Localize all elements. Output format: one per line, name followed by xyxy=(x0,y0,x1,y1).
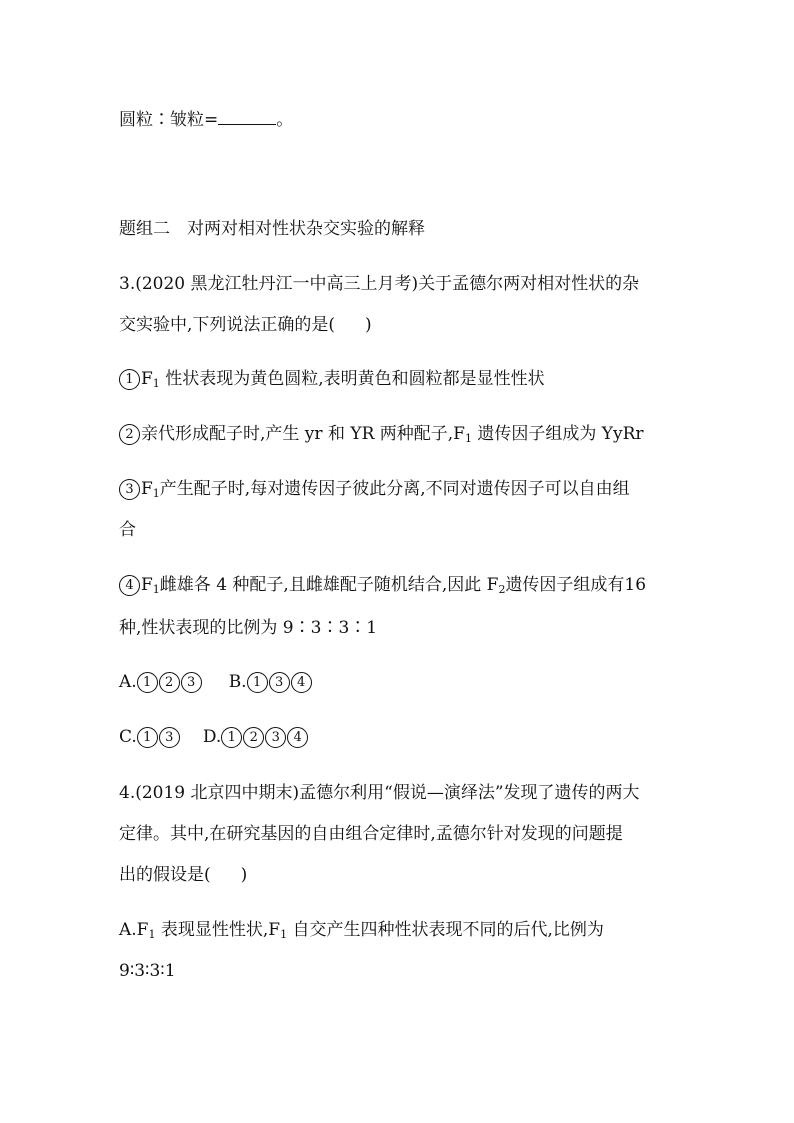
answer-blank[interactable] xyxy=(218,108,276,125)
circled-number: 3 xyxy=(119,479,140,500)
q4-option-a-cont: 9∶3∶3∶1 xyxy=(119,961,176,981)
circled-number: 2 xyxy=(119,424,140,445)
q3-stem-line1: 3.(2020 黑龙江牡丹江一中高三上月考)关于孟德尔两对相对性状的杂 xyxy=(119,274,640,294)
option-c[interactable]: C. 1 3 xyxy=(119,727,181,747)
q3-statement-1: 1 $F_1$ 性状表现为黄色圆粒,表明黄色和圆粒都是显性性状 xyxy=(119,368,545,390)
option-b[interactable]: B. 1 3 4 xyxy=(229,672,313,692)
circled-number: 4 xyxy=(119,575,140,596)
q3-statement-4-cont: 种,性状表现的比例为 9∶3∶3∶1 xyxy=(119,618,378,638)
q3-stem-line2 xyxy=(119,314,372,336)
q4-stem-line2: 定律。其中,在研究基因的自由组合定律时,孟德尔针对发现的问题提 xyxy=(119,824,623,844)
option-a[interactable]: A. 1 2 3 xyxy=(119,672,203,692)
q4-option-a[interactable]: $A.F_1$ 表现显性性状$,F_1$ 自交产生四种性状表现不同的后代,比例为 xyxy=(119,920,604,941)
circled-number: 1 xyxy=(119,369,140,390)
q3-statement-4: 4 $F_1$雌雄各 4 种配子,且雌雄配子随机结合,因此 $F_2$遗传因子组成有16 xyxy=(119,574,646,596)
option-d[interactable]: D. 1 2 3 4 xyxy=(203,727,309,747)
q4-stem-line3: 出的假设是( ) xyxy=(119,865,248,885)
q3-statement-3: 3 $F_1$产生配子时,每对遗传因子彼此分离,不同对遗传因子可以自由组 xyxy=(119,478,630,500)
q4-stem-line1: 4.(2019 北京四中期末)孟德尔利用“假说—演绎法”发现了遗传的两大 xyxy=(119,783,640,803)
ratio-line xyxy=(119,108,293,131)
q3-stem-text: 交实验中,下列说法正确的是( xyxy=(119,315,336,335)
ratio-prefix: 圆粒∶皱粒= xyxy=(119,110,219,130)
group-title: 题组二 对两对相对性状杂交实验的解释 xyxy=(119,219,425,239)
q3-options-ab xyxy=(119,671,313,693)
q3-close-paren: ) xyxy=(365,315,372,335)
q3-statement-3-cont: 合 xyxy=(119,520,136,540)
ratio-suffix: 。 xyxy=(276,110,294,130)
q3-statement-2: 2 亲代形成配子时,产生 yr 和 YR 两种配子$,F_1$ 遗传因子组成为 YyRr xyxy=(119,423,644,445)
q3-options-cd xyxy=(119,726,309,748)
